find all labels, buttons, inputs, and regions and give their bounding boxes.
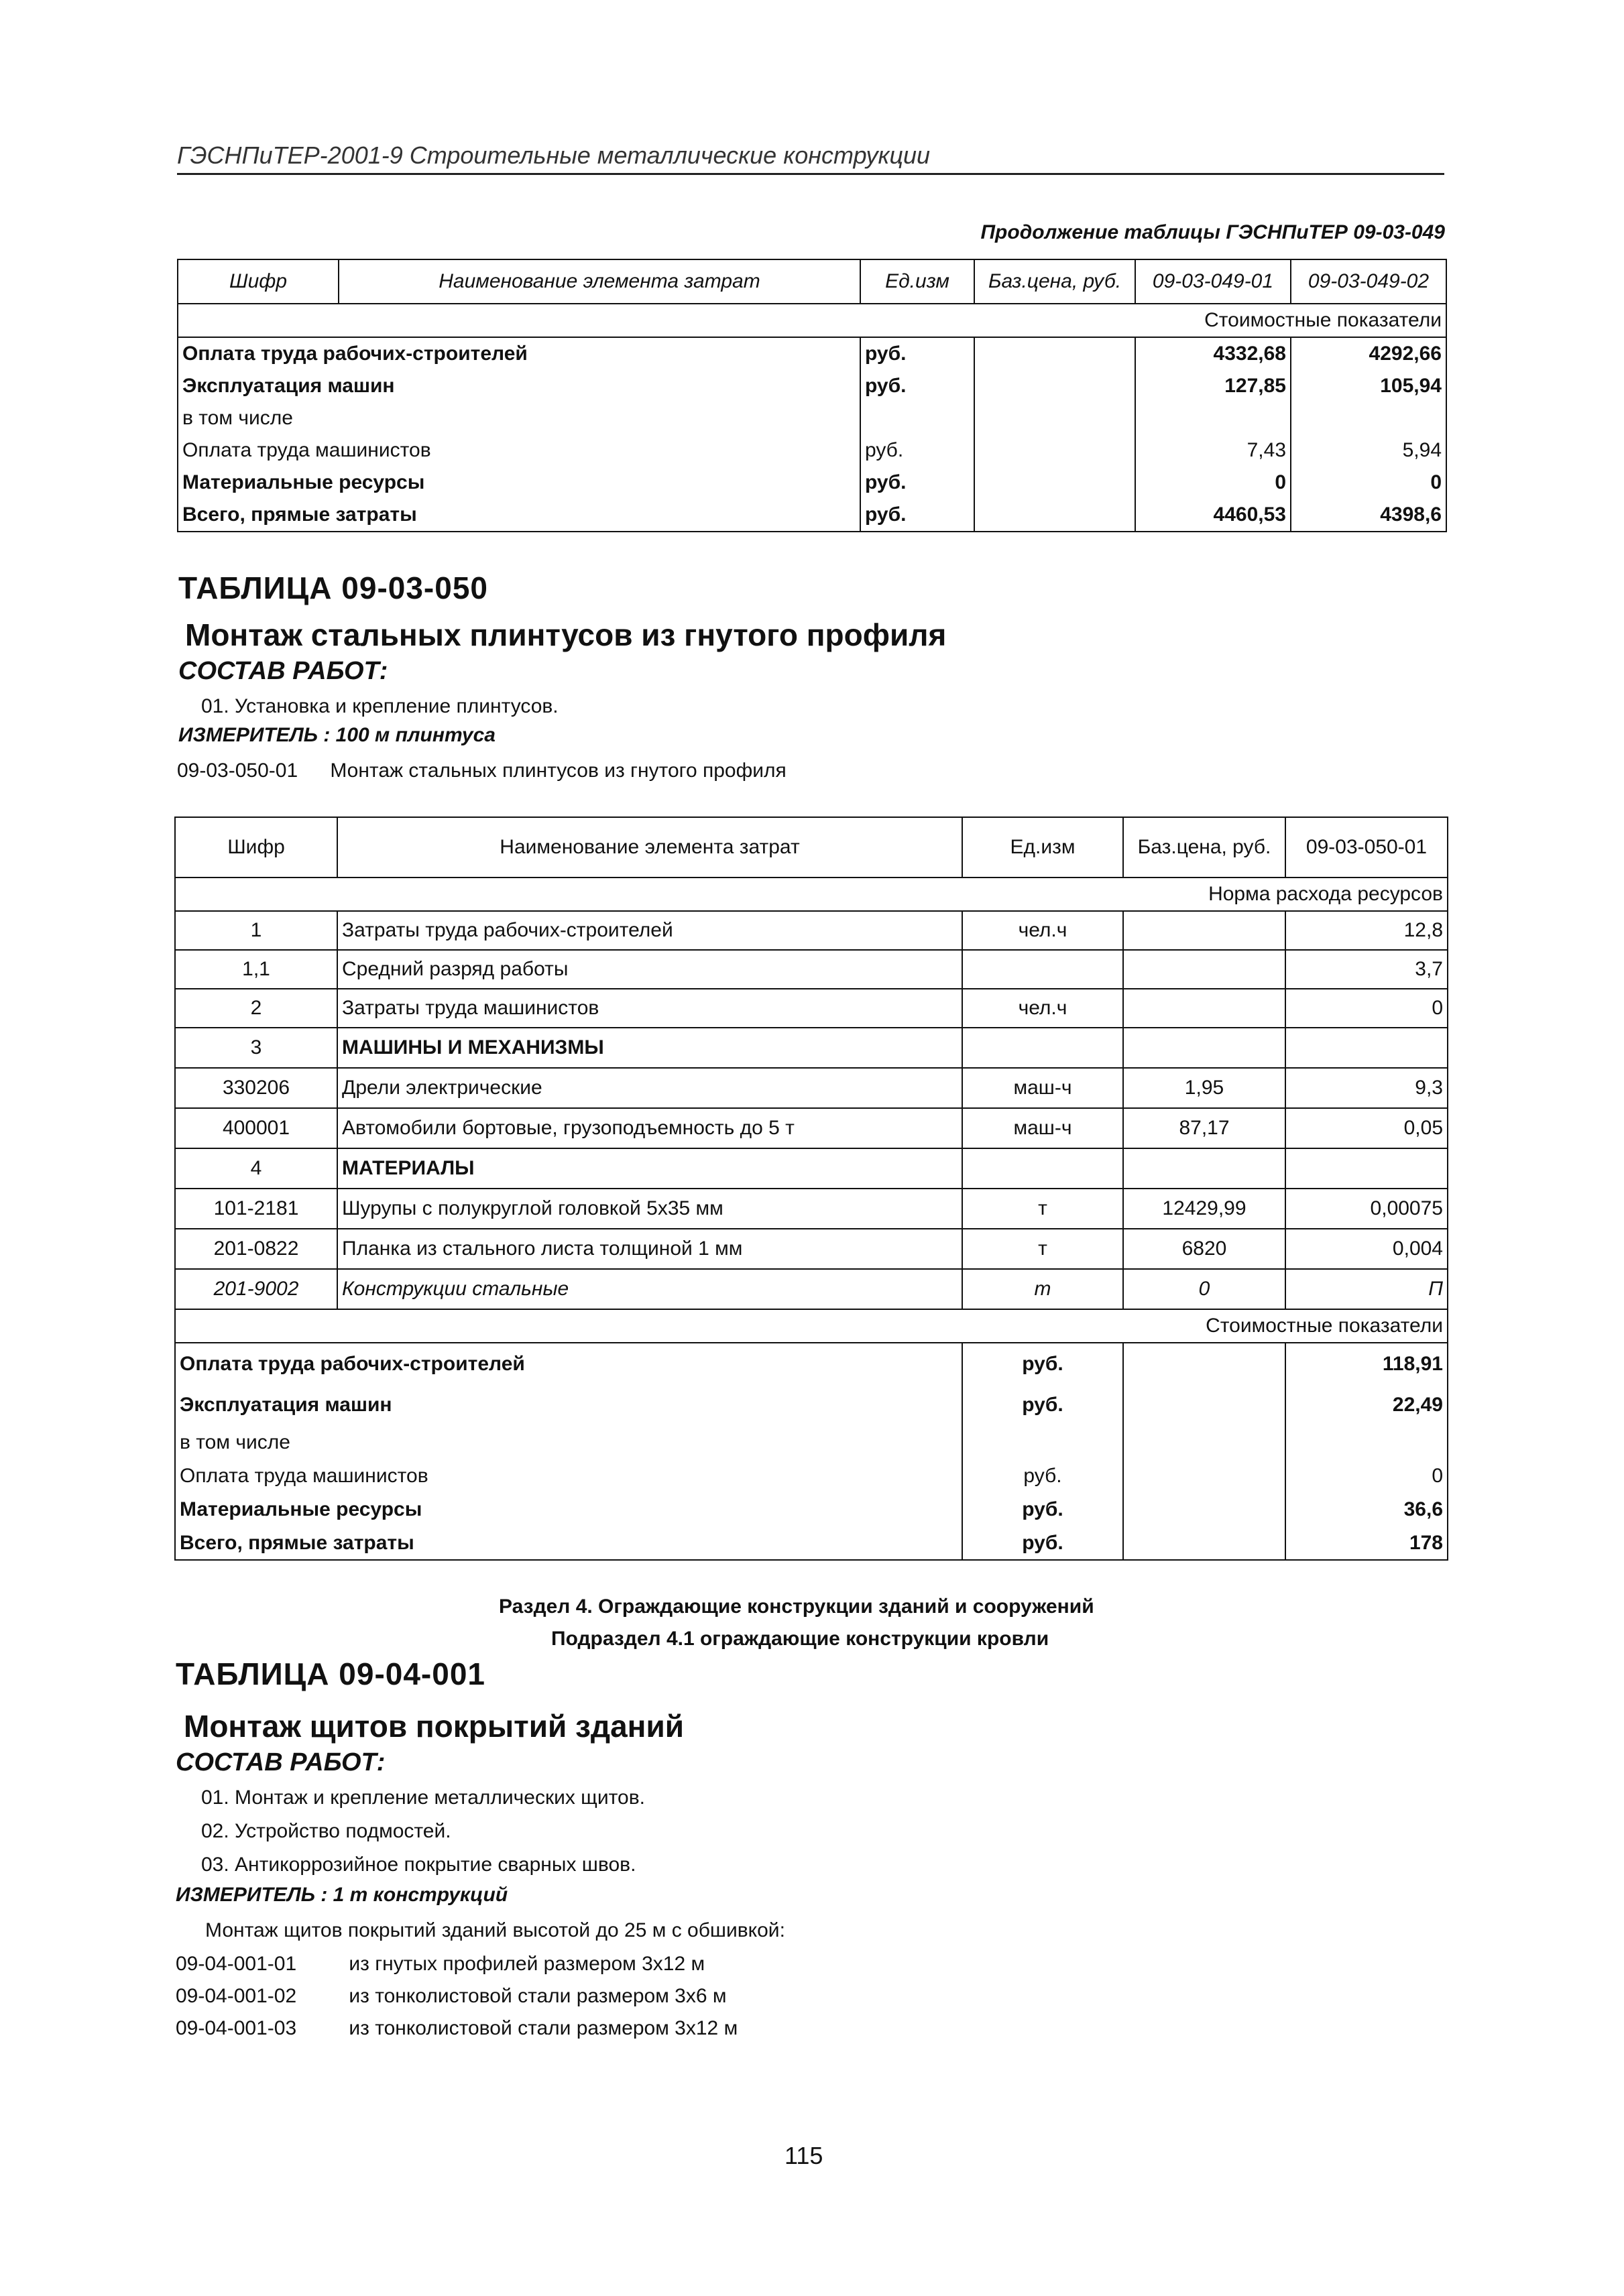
cost-row — [178, 370, 1446, 402]
row-code: 101-2181 — [175, 1189, 337, 1229]
table-header-row — [178, 259, 1446, 304]
row-price: 0 — [1123, 1269, 1285, 1309]
intro-text: Монтаж щитов покрытий зданий высотой до 25 м с обшивкой: — [205, 1919, 785, 1941]
row-unit: т — [962, 1229, 1123, 1269]
cost-value: 36,6 — [1285, 1493, 1448, 1526]
table-row — [175, 989, 1448, 1028]
col-header-name: Наименование элемента затрат — [339, 259, 860, 304]
row-code: 1 — [175, 911, 337, 950]
cost-row — [175, 1343, 1448, 1384]
cost-row — [175, 1426, 1448, 1459]
cost-value-2: 5,94 — [1291, 434, 1446, 467]
row-code: 201-0822 — [175, 1229, 337, 1269]
row-unit: т — [962, 1189, 1123, 1229]
row-name: МАТЕРИАЛЫ — [337, 1148, 962, 1189]
row-name: Конструкции стальные — [337, 1269, 962, 1309]
item-line — [176, 1983, 727, 2010]
cost-row — [175, 1459, 1448, 1493]
row-name: Шурупы с полукруглой головкой 5х35 мм — [337, 1189, 962, 1229]
cost-row — [178, 467, 1446, 499]
table-09-03-050 — [174, 817, 1448, 1561]
cost-row — [175, 1493, 1448, 1526]
cost-price — [1123, 1526, 1285, 1560]
work-item: 03. Антикоррозийное покрытие сварных швов. — [201, 1854, 636, 1876]
row-unit: т — [962, 1269, 1123, 1309]
table-title-09-03-050: ТАБЛИЦА 09-03-050 — [178, 570, 488, 605]
cost-price — [1123, 1493, 1285, 1526]
cost-name: Оплата труда рабочих-строителей — [178, 337, 860, 370]
row-name: Затраты труда рабочих-строителей — [337, 911, 962, 950]
cost-row — [175, 1526, 1448, 1560]
cost-value-2: 105,94 — [1291, 370, 1446, 402]
row-value: 3,7 — [1285, 950, 1448, 989]
table-row — [175, 1068, 1448, 1108]
row-price: 1,95 — [1123, 1068, 1285, 1108]
sostav-label: СОСТАВ РАБОТ: — [178, 657, 388, 685]
table-header-row — [175, 817, 1448, 878]
table-row — [175, 1189, 1448, 1229]
cost-value-1: 127,85 — [1135, 370, 1291, 402]
continuation-caption: Продолжение таблицы ГЭСНПиТЕР 09-03-049 — [980, 221, 1445, 243]
cost-name: Оплата труда машинистов — [175, 1459, 962, 1493]
row-unit: маш-ч — [962, 1108, 1123, 1148]
cost-unit: руб. — [860, 499, 974, 532]
cost-value-1: 7,43 — [1135, 434, 1291, 467]
row-price: 12429,99 — [1123, 1189, 1285, 1229]
row-value: 0,05 — [1285, 1108, 1448, 1148]
sostav-label: СОСТАВ РАБОТ: — [176, 1748, 386, 1776]
cost-unit: руб. — [962, 1459, 1123, 1493]
col-header-09-03-049-01: 09-03-049-01 — [1135, 259, 1291, 304]
cost-unit: руб. — [860, 434, 974, 467]
col-header-09-03-050-01: 09-03-050-01 — [1285, 817, 1448, 878]
row-name: Средний разряд работы — [337, 950, 962, 989]
cost-value-2: 0 — [1291, 467, 1446, 499]
table-09-03-049 — [177, 259, 1447, 532]
row-value — [1285, 1148, 1448, 1189]
row-unit — [962, 1148, 1123, 1189]
cost-value-2 — [1291, 402, 1446, 434]
cost-price — [974, 467, 1135, 499]
work-item: 01. Установка и крепление плинтусов. — [201, 695, 559, 717]
row-code: 1,1 — [175, 950, 337, 989]
cost-value-1: 4332,68 — [1135, 337, 1291, 370]
cost-row — [178, 499, 1446, 532]
col-header-code: Шифр — [175, 817, 337, 878]
cost-name: Оплата труда рабочих-строителей — [175, 1343, 962, 1384]
cost-unit — [962, 1426, 1123, 1459]
work-item: 02. Устройство подмостей. — [201, 1820, 451, 1842]
table-row — [175, 950, 1448, 989]
col-header-price: Баз.цена, руб. — [1123, 817, 1285, 878]
section-row — [175, 1309, 1448, 1343]
page-number: 115 — [785, 2142, 823, 2169]
section-row — [175, 878, 1448, 911]
item-code: 09-04-001-02 — [176, 1985, 297, 2007]
row-price: 87,17 — [1123, 1108, 1285, 1148]
col-header-name: Наименование элемента затрат — [337, 817, 962, 878]
row-code: 2 — [175, 989, 337, 1028]
cost-value-2: 4398,6 — [1291, 499, 1446, 532]
col-header-code: Шифр — [178, 259, 339, 304]
cost-row — [175, 1384, 1448, 1426]
cost-price — [974, 402, 1135, 434]
row-price — [1123, 1028, 1285, 1068]
cost-value-2: 4292,66 — [1291, 337, 1446, 370]
cost-row — [178, 337, 1446, 370]
row-name: Автомобили бортовые, грузоподъемность до 5 т — [337, 1108, 962, 1148]
row-value: 9,3 — [1285, 1068, 1448, 1108]
item-code: 09-03-050-01 — [177, 760, 298, 782]
col-header-unit: Ед.изм — [962, 817, 1123, 878]
table-row — [175, 1229, 1448, 1269]
cost-row — [178, 434, 1446, 467]
section-label: Стоимостные показатели — [175, 1309, 1448, 1343]
cost-value: 22,49 — [1285, 1384, 1448, 1426]
cost-row — [178, 402, 1446, 434]
cost-value-1 — [1135, 402, 1291, 434]
row-unit: чел.ч — [962, 989, 1123, 1028]
row-name: Планка из стального листа толщиной 1 мм — [337, 1229, 962, 1269]
row-unit — [962, 1028, 1123, 1068]
row-code: 400001 — [175, 1108, 337, 1148]
item-text: из тонколистовой стали размером 3х6 м — [349, 1985, 727, 2007]
table-row — [175, 1108, 1448, 1148]
cost-price — [1123, 1459, 1285, 1493]
cost-name: Всего, прямые затраты — [175, 1526, 962, 1560]
subsection-heading: Подраздел 4.1 ограждающие конструкции кровли — [551, 1628, 1049, 1650]
row-value: 12,8 — [1285, 911, 1448, 950]
table-row — [175, 1028, 1448, 1068]
row-price — [1123, 911, 1285, 950]
row-price — [1123, 1148, 1285, 1189]
cost-price — [1123, 1426, 1285, 1459]
cost-value-1: 0 — [1135, 467, 1291, 499]
row-name: Затраты труда машинистов — [337, 989, 962, 1028]
row-code: 3 — [175, 1028, 337, 1068]
cost-name: в том числе — [178, 402, 860, 434]
cost-unit: руб. — [962, 1384, 1123, 1426]
table-name-09-03-050: Монтаж стальных плинтусов из гнутого профиля — [185, 617, 947, 652]
row-name: МАШИНЫ И МЕХАНИЗМЫ — [337, 1028, 962, 1068]
section-label: Стоимостные показатели — [178, 304, 1446, 337]
cost-unit: руб. — [962, 1526, 1123, 1560]
item-line — [177, 758, 787, 784]
row-unit: маш-ч — [962, 1068, 1123, 1108]
row-value: 0,00075 — [1285, 1189, 1448, 1229]
cost-name: Эксплуатация машин — [175, 1384, 962, 1426]
cost-price — [974, 499, 1135, 532]
table-row — [175, 1269, 1448, 1309]
item-text: из гнутых профилей размером 3х12 м — [349, 1953, 705, 1975]
cost-price — [974, 370, 1135, 402]
running-header: ГЭСНПиТЕР-2001-9 Строительные металлические конструкции — [177, 141, 1444, 175]
row-value: 0,004 — [1285, 1229, 1448, 1269]
row-price: 6820 — [1123, 1229, 1285, 1269]
row-unit: чел.ч — [962, 911, 1123, 950]
meter-label: ИЗМЕРИТЕЛЬ : 100 м плинтуса — [178, 724, 496, 746]
cost-value: 178 — [1285, 1526, 1448, 1560]
item-text: Монтаж стальных плинтусов из гнутого профиля — [330, 760, 787, 782]
cost-price — [1123, 1384, 1285, 1426]
cost-unit: руб. — [860, 370, 974, 402]
item-code: 09-04-001-03 — [176, 2017, 297, 2039]
row-price — [1123, 989, 1285, 1028]
item-line — [176, 2015, 738, 2042]
cost-name: Материальные ресурсы — [178, 467, 860, 499]
col-header-unit: Ед.изм — [860, 259, 974, 304]
table-row — [175, 1148, 1448, 1189]
row-code: 330206 — [175, 1068, 337, 1108]
cost-name: Эксплуатация машин — [178, 370, 860, 402]
table-name-09-04-001: Монтаж щитов покрытий зданий — [184, 1709, 685, 1744]
cost-unit: руб. — [962, 1343, 1123, 1384]
cost-value: 0 — [1285, 1459, 1448, 1493]
cost-value-1: 4460,53 — [1135, 499, 1291, 532]
cost-price — [974, 434, 1135, 467]
cost-name: Материальные ресурсы — [175, 1493, 962, 1526]
table-title-09-04-001: ТАБЛИЦА 09-04-001 — [176, 1656, 485, 1691]
row-price — [1123, 950, 1285, 989]
cost-value — [1285, 1426, 1448, 1459]
cost-unit: руб. — [860, 467, 974, 499]
row-unit — [962, 950, 1123, 989]
work-item: 01. Монтаж и крепление металлических щитов. — [201, 1787, 645, 1809]
item-code: 09-04-001-01 — [176, 1953, 297, 1975]
cost-unit — [860, 402, 974, 434]
cost-price — [1123, 1343, 1285, 1384]
row-value — [1285, 1028, 1448, 1068]
item-line — [176, 1951, 705, 1978]
section-row — [178, 304, 1446, 337]
cost-name: Оплата труда машинистов — [178, 434, 860, 467]
row-code: 4 — [175, 1148, 337, 1189]
row-name: Дрели электрические — [337, 1068, 962, 1108]
cost-unit: руб. — [962, 1493, 1123, 1526]
cost-name: Всего, прямые затраты — [178, 499, 860, 532]
table-row — [175, 911, 1448, 950]
cost-value: 118,91 — [1285, 1343, 1448, 1384]
section-label: Норма расхода ресурсов — [175, 878, 1448, 911]
cost-unit: руб. — [860, 337, 974, 370]
meter-label: ИЗМЕРИТЕЛЬ : 1 т конструкций — [176, 1884, 508, 1906]
row-code: 201-9002 — [175, 1269, 337, 1309]
section-heading: Раздел 4. Ограждающие конструкции зданий и сооружений — [499, 1595, 1094, 1618]
col-header-price: Баз.цена, руб. — [974, 259, 1135, 304]
cost-name: в том числе — [175, 1426, 962, 1459]
item-text: из тонколистовой стали размером 3х12 м — [349, 2017, 738, 2039]
cost-price — [974, 337, 1135, 370]
row-value: 0 — [1285, 989, 1448, 1028]
row-value: П — [1285, 1269, 1448, 1309]
col-header-09-03-049-02: 09-03-049-02 — [1291, 259, 1446, 304]
